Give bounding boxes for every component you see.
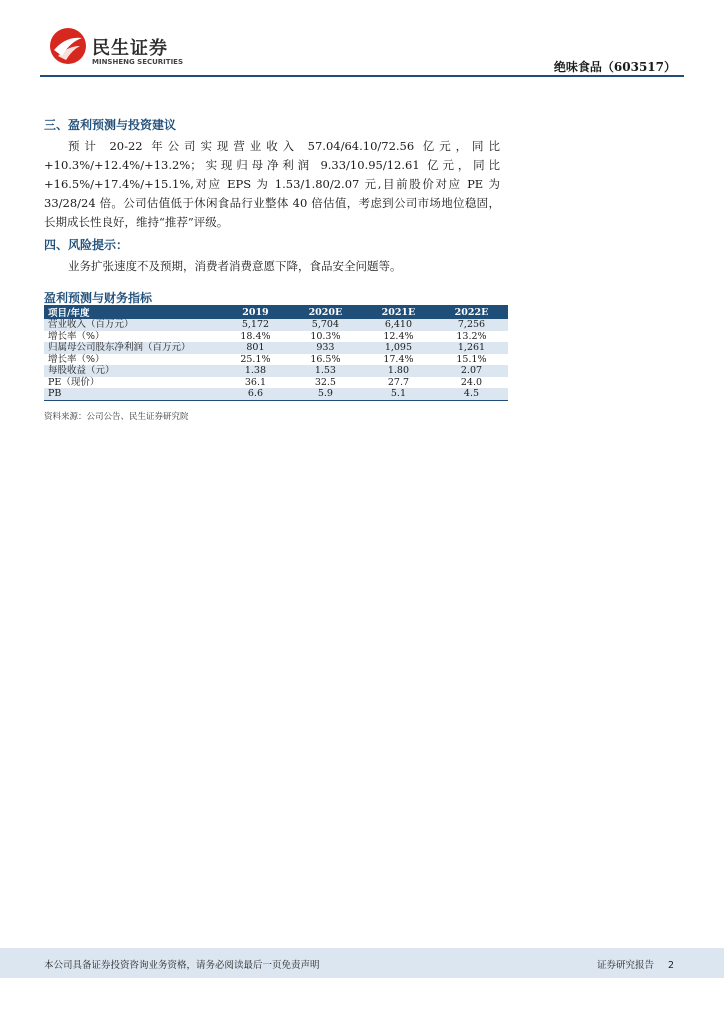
footer-report-type: 证券研究报告 [596, 960, 654, 971]
footer-right [597, 957, 674, 971]
table-cell: 933 [289, 342, 362, 354]
logo-cn-text: 民生证券 [92, 38, 168, 59]
page-footer [0, 948, 724, 978]
table-cell: 10.3% [310, 330, 341, 342]
table-cell: 32.5 [314, 376, 336, 388]
table-cell: 25.1% [240, 353, 271, 365]
table-cell: 6,410 [362, 319, 435, 331]
table-row [44, 319, 508, 331]
table-header-cell: 项目/年度 [44, 305, 222, 319]
table-row [44, 354, 508, 366]
table-row [44, 388, 508, 400]
stock-title: 绝味食品（603517） [553, 60, 676, 74]
row-label: 增长率（%） [48, 330, 105, 342]
table-cell: 6.6 [222, 388, 289, 400]
table-cell: 5,172 [222, 319, 289, 331]
table-cell: 15.1% [456, 353, 487, 365]
row-label: 归属母公司股东净利润（百万元） [44, 342, 222, 354]
table-row [44, 331, 508, 343]
table-source-note: 资料来源：公司公告、民生证券研究院 [44, 412, 189, 422]
row-label: 营业收入（百万元） [44, 319, 222, 331]
table-cell: 18.4% [240, 330, 271, 342]
table-header-cell: 2021E [362, 305, 435, 319]
table-cell: 36.1 [244, 376, 267, 388]
table-cell: 13.2% [456, 330, 487, 342]
table-cell: 1.53 [289, 365, 362, 377]
table-cell: 5.9 [289, 388, 362, 400]
table-row [44, 342, 508, 354]
section-title-risk: 四、风险提示： [44, 238, 129, 252]
page-header [0, 0, 724, 80]
table-cell: 4.5 [435, 388, 508, 400]
table-cell: 27.7 [387, 376, 410, 388]
table-cell: 1.80 [362, 365, 435, 377]
row-label: PE（现价） [48, 376, 100, 388]
minsheng-logo-icon [48, 26, 88, 66]
table-header-cell: 2022E [435, 305, 508, 319]
section-forecast [44, 116, 500, 232]
table-cell: 2.07 [435, 365, 508, 377]
header-divider [40, 75, 684, 77]
table-row [44, 365, 508, 377]
row-label: 增长率（%） [48, 353, 105, 365]
table-header-cell: 2020E [289, 305, 362, 319]
table-cell: 17.4% [383, 353, 414, 365]
table-cell: 5,704 [289, 319, 362, 331]
minsheng-logo [48, 26, 198, 72]
table-row [44, 377, 508, 389]
table-header-cell: 2019 [222, 305, 289, 319]
section-body-risk: 业务扩张速度不及预期，消费者消费意愿下降，食品安全问题等。 [68, 259, 402, 273]
section-title-forecast: 三、盈利预测与投资建议 [44, 118, 177, 132]
logo-en-text: MINSHENG SECURITIES [92, 58, 183, 66]
financial-forecast-table [44, 305, 508, 401]
table-cell: 5.1 [362, 388, 435, 400]
row-label: 每股收益（元） [44, 365, 222, 377]
table-cell: 801 [222, 342, 289, 354]
table-title: 盈利预测与财务指标 [44, 291, 153, 305]
table-cell: 7,256 [435, 319, 508, 331]
table-cell: 1.38 [222, 365, 289, 377]
table-header-row [44, 305, 508, 319]
report-body [44, 116, 500, 280]
table-cell: 16.5% [310, 353, 341, 365]
table-cell: 1,095 [362, 342, 435, 354]
section-risk [44, 236, 500, 276]
table-cell: 1,261 [435, 342, 508, 354]
page-number: 2 [667, 960, 674, 971]
table-cell: 12.4% [383, 330, 414, 342]
table-cell: 24.0 [460, 376, 483, 388]
row-label: PB [44, 388, 222, 400]
footer-disclaimer: 本公司具备证券投资咨询业务资格，请务必阅读最后一页免责声明 [44, 960, 320, 971]
section-body-forecast: 预计 20-22 年公司实现营业收入 57.04/64.10/72.56 亿元，同比+10.3%/+12.4%/+13.2%；实现归母净利润 9.33/10.95/12.61 亿元，同比+16.5%/+17.4%/+15.1%,对应 EPS 为 1.53/1.80/2.07 元,目前股价对应 PE 为 33/28/24 倍。公司估值低于休闲食品行业整体 40 倍估值，考虑到公司市场地位稳固，长期成长性良好，维持“推荐”评级。 [44, 139, 500, 229]
